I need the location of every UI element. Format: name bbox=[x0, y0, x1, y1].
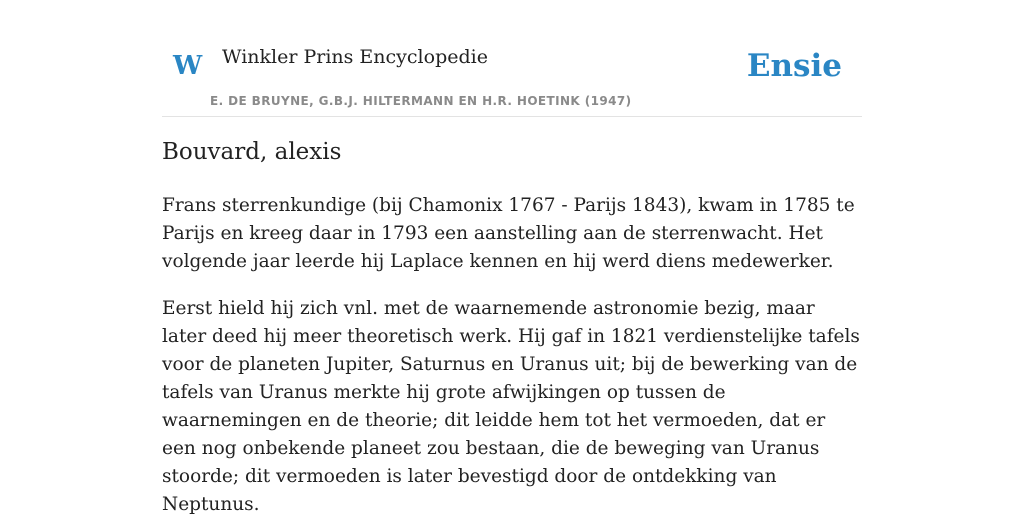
encyclopedia-logo[interactable]: W bbox=[173, 51, 203, 81]
entry-paragraph: Eerst hield hij zich vnl. met de waarnemende astronomie bezig, maar later deed hij meer theoretisch werk. Hij gaf in 1821 verdienstelijke tafels voor de planeten Jupiter, Saturnus en Uranus uit; bij de bewerking van de tafels van Uranus merkte hij grote afwijkingen op tussen de waarnemingen en de theorie; dit leidde hem tot het vermoeden, dat er een nog onbekende planeet zou bestaan, die de beweging van Uranus stoorde; dit vermoeden is later bevestigd door de ontdekking van Neptunus. bbox=[162, 298, 860, 515]
ensie-logo[interactable]: Ensie bbox=[746, 48, 842, 84]
entry-paragraph: Frans sterrenkundige (bij Chamonix 1767 - Parijs 1843), kwam in 1785 te Parijs en kreeg daar in 1793 een aanstelling aan de sterrenwacht. Het volgende jaar leerde hij Laplace kennen en hij werd diens medewerker. bbox=[162, 195, 855, 272]
encyclopedia-title[interactable]: Winkler Prins Encyclopedie bbox=[222, 46, 488, 68]
authors-line: E. DE BRUYNE, G.B.J. HILTERMANN EN H.R. HOETINK (1947) bbox=[210, 94, 632, 108]
entry-title: Bouvard, alexis bbox=[162, 139, 342, 165]
page-header bbox=[162, 0, 862, 117]
article-page bbox=[162, 0, 862, 515]
